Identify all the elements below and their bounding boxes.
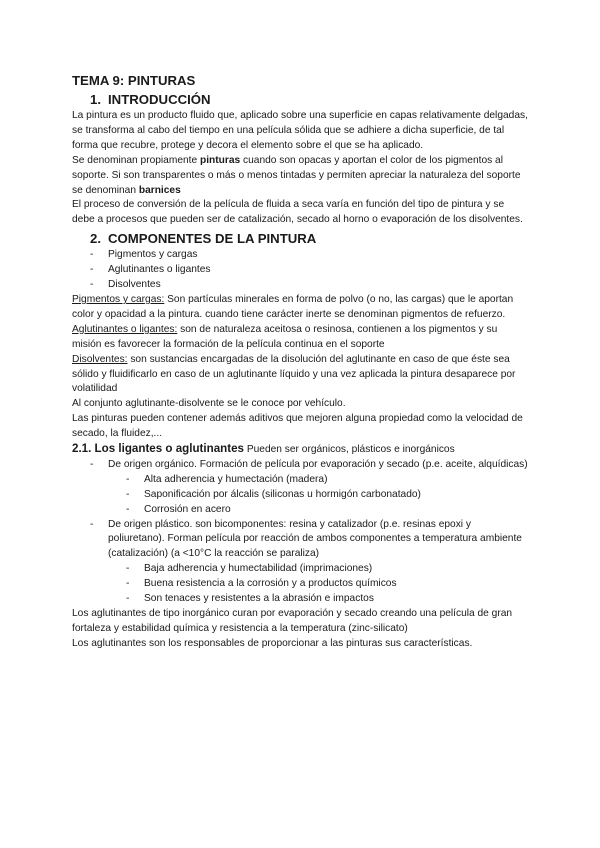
inorganico-paragraph: Los aglutinantes de tipo inorgánico curan por evaporación y secado creando una película de gran fortaleza y estabilidad química y resistencia a la temperatura (zinc-silicato) [72,608,513,634]
pigmentos-paragraph [72,293,528,323]
list-item: - Disolventes [72,278,528,293]
section-2-number: 2. [90,231,101,247]
responsables-paragraph: Los aglutinantes son los responsables de proporcionar a las pinturas sus características. [72,637,473,649]
list-item: - Buena resistencia a la corrosión y a productos químicos [72,577,528,592]
term-pinturas: pinturas [200,154,241,166]
aglutinantes-label: Aglutinantes o ligantes: [72,323,178,335]
list-item: - Aglutinantes o ligantes [72,263,528,278]
document-title: TEMA 9: PINTURAS [72,73,196,88]
list-item: - Alta adherencia y humectación (madera) [72,473,528,488]
plastico-text: De origen plástico. son bicomponentes: resina y catalizador (p.e. resinas epoxi y poliuretano). Forman película por reacción de ambos componentes a temperatura ambiente (catalización) (a <10°C la reacción se paraliza) [108,518,522,560]
pigmentos-label: Pigmentos y cargas: [72,293,165,305]
section-2-1-heading [72,442,528,458]
intro-p2-text-c: cuando son opacas y aportan el color de los pigmentos al soporte. Si son transparentes o más o menos tintadas y permiten apreciar la naturaleza del soporte se denominan [72,154,521,196]
list-item: - Corrosión en acero [72,503,528,518]
ligantes-list [72,458,528,473]
section-2-title: COMPONENTES DE LA PINTURA [108,231,317,247]
term-barnices: barnices [138,184,181,196]
aglutinantes-paragraph [72,323,528,353]
section-2-1-title: 2.1. Los ligantes o aglutinantes [72,442,245,456]
list-item: - Saponificación por álcalis (siliconas u hormigón carbonatado) [72,488,528,503]
ligantes-list-2 [72,518,528,563]
intro-paragraph-2 [72,154,528,199]
disolventes-label: Disolventes: [72,353,128,365]
section-1-heading [90,91,528,109]
aditivos-paragraph: Las pinturas pueden contener además aditivos que mejoren alguna propiedad como la velocidad de secado, la fluidez,... [72,413,523,440]
intro-paragraph-3: El proceso de conversión de la película de fluida a seca varía en función del tipo de pintura y se debe a procesos que pueden ser de catalización, secado al horno o evaporación de los disolventes. [72,199,523,226]
organico-text: De origen orgánico. Formación de película por evaporación y secado (p.e. aceite, alquídicas) [108,458,528,470]
list-item: - Pigmentos y cargas [72,248,528,263]
section-2-1-intro: Pueden ser orgánicos, plásticos e inorgánicos [244,444,455,456]
intro-paragraph-1: La pintura es un producto fluido que, aplicado sobre una superficie en capas relativamente delgadas, se transforma al cabo del tiempo en una película sólida que se adhiere a dicha superficie, de tal forma que recubre, protege y decora el elemento sobre el que se ha aplicado. [72,110,528,151]
document-page [72,72,528,652]
section-2-heading [90,230,528,248]
components-list [72,248,528,293]
plastico-sublist [72,562,528,607]
list-item [72,518,528,563]
section-1-number: 1. [90,92,101,107]
aglutinantes-text: son de naturaleza aceitosa o resinosa, contienen a los pigmentos y su misión es favorecer la formación de la película continua en el soporte [72,323,498,350]
vehiculo-paragraph: Al conjunto aglutinante-disolvente se le conoce por vehículo. [72,398,346,410]
disolventes-paragraph [72,353,528,398]
list-item: - Baja adherencia y humectabilidad (imprimaciones) [72,562,528,577]
pigmentos-text: Son partículas minerales en forma de polvo (o no, las cargas) que le aportan color y opacidad a la pintura. cuando tiene carácter inerte se denominan pigmentos de refuerzo. [72,293,514,320]
intro-p2-text-a: Se denominan propiamente [72,154,200,166]
disolventes-text: son sustancias encargadas de la disolución del aglutinante en caso de que éste sea sólido y fluidificarlo en caso de un aglutinante líquido y una vez aplicada la pintura desaparece por volatilidad [72,353,516,395]
section-1-title: INTRODUCCIÓN [108,92,211,107]
organico-sublist [72,473,528,518]
list-item: - Son tenaces y resistentes a la abrasión e impactos [72,592,528,607]
list-item [72,458,528,473]
